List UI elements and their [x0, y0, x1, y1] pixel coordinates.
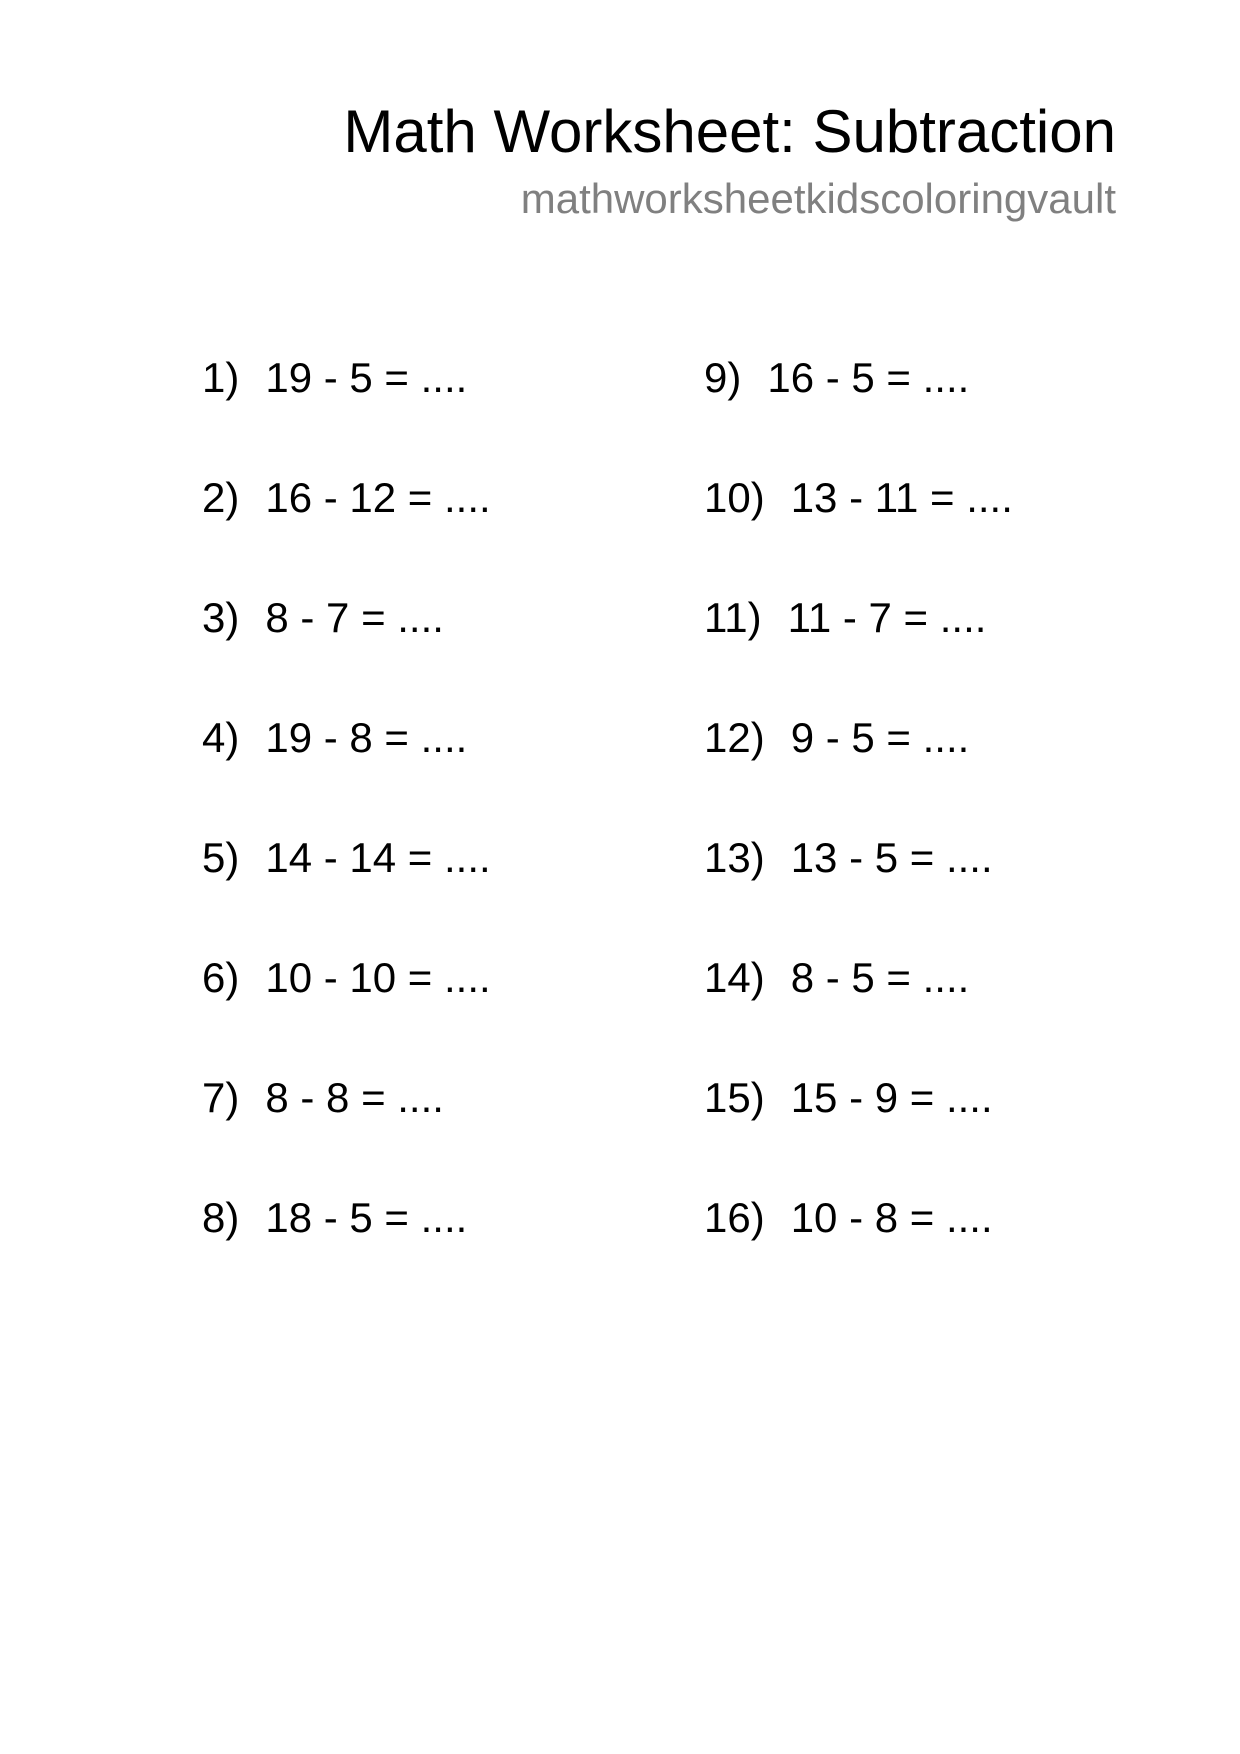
- problem-expression: 9 - 5 = ....: [790, 714, 970, 761]
- problem-number: 8): [202, 1194, 240, 1241]
- problem-item: [704, 828, 1013, 948]
- problem-item: [704, 948, 1013, 1068]
- problem-item: [704, 708, 1013, 828]
- problem-number: 16): [704, 1194, 765, 1241]
- problem-item: [202, 828, 491, 948]
- problem-item: [704, 468, 1013, 588]
- problem-expression: 15 - 9 = ....: [790, 1074, 993, 1121]
- problem-item: [704, 348, 1013, 468]
- problem-item: [704, 1188, 1013, 1308]
- problem-expression: 16 - 12 = ....: [265, 474, 491, 521]
- problem-expression: 8 - 5 = ....: [790, 954, 970, 1001]
- problem-expression: 8 - 8 = ....: [265, 1074, 444, 1121]
- problem-expression: 13 - 11 = ....: [790, 474, 1013, 521]
- problem-expression: 10 - 10 = ....: [265, 954, 491, 1001]
- worksheet-header: [343, 96, 1116, 224]
- problem-number: 15): [704, 1074, 765, 1121]
- problem-number: 5): [202, 834, 240, 881]
- problem-item: [202, 1068, 491, 1188]
- problem-number: 11): [704, 594, 762, 641]
- problem-number: 3): [202, 594, 240, 641]
- problem-column-right: [704, 348, 1013, 1308]
- problem-number: 4): [202, 714, 240, 761]
- problem-number: 14): [704, 954, 765, 1001]
- problem-column-left: [202, 348, 491, 1308]
- problem-number: 1): [202, 354, 240, 401]
- problem-item: [704, 588, 1013, 708]
- problem-number: 7): [202, 1074, 240, 1121]
- problem-number: 10): [704, 474, 765, 521]
- page-subtitle: mathworksheetkidscoloringvault: [520, 175, 1116, 222]
- problem-expression: 14 - 14 = ....: [265, 834, 491, 881]
- problem-number: 6): [202, 954, 240, 1001]
- problem-item: [202, 468, 491, 588]
- problem-expression: 19 - 8 = ....: [265, 714, 468, 761]
- problem-expression: 18 - 5 = ....: [265, 1194, 468, 1241]
- problem-item: [202, 948, 491, 1068]
- problem-item: [202, 348, 491, 468]
- problem-expression: 16 - 5 = ....: [767, 354, 970, 401]
- problem-item: [202, 1188, 491, 1308]
- page-title: Math Worksheet: Subtraction: [343, 98, 1116, 165]
- problem-expression: 11 - 7 = ....: [787, 594, 987, 641]
- problem-expression: 13 - 5 = ....: [790, 834, 993, 881]
- problem-number: 9): [704, 354, 742, 401]
- problem-item: [202, 588, 491, 708]
- problem-expression: 10 - 8 = ....: [790, 1194, 993, 1241]
- problem-expression: 19 - 5 = ....: [265, 354, 468, 401]
- problem-expression: 8 - 7 = ....: [265, 594, 444, 641]
- problem-number: 2): [202, 474, 240, 521]
- problem-number: 12): [704, 714, 765, 761]
- problem-item: [202, 708, 491, 828]
- problem-item: [704, 1068, 1013, 1188]
- problem-number: 13): [704, 834, 765, 881]
